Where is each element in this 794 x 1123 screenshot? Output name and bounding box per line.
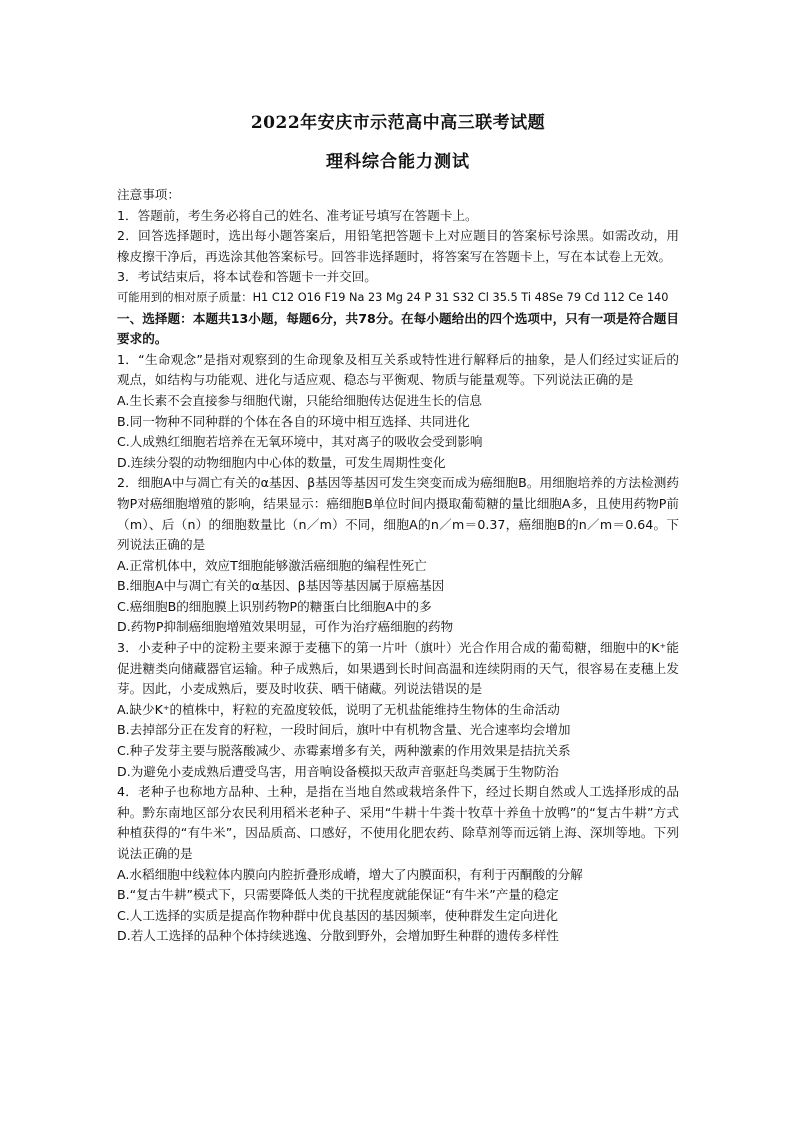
option: A.缺少K⁺的植株中，籽粒的充盈度较低，说明了无机盐能维持生物体的生命活动 [117, 701, 560, 717]
option: B.去掉部分正在发育的籽粒，一段时间后，旗叶中有机物含量、光合速率均会增加 [117, 722, 571, 738]
exam-subtitle: 理科综合能力测试 [326, 152, 470, 172]
question-stem: 3．小麦种子中的淀粉主要来源于麦穗下的第一片叶（旗叶）光合作用合成的葡萄糖，细胞中的K⁺能促进糖类向储藏器官运输。种子成熟后，如果遇到长时间高温和连续阴雨的天气，很容易在麦穗上发芽。因此，小麦成熟后，要及时收获、晒干储藏。列说法错误的是 [117, 640, 679, 697]
notice-item: 1．答题前，考生务必将自己的姓名、准考证号填写在答题卡上。 [117, 207, 478, 223]
option: D.连续分裂的动物细胞内中心体的数量，可发生周期性变化 [117, 454, 446, 470]
option: A.正常机体中，效应T细胞能够激活癌细胞的编程性死亡 [117, 557, 427, 573]
notice-item: 2．回答选择题时，选出每小题答案后，用铅笔把答题卡上对应题目的答案标号涂黑。如需改动，用橡皮擦干净后，再选涂其他答案标号。回答非选择题时，将答案写在答题卡上，写在本试卷上无效。 [117, 228, 679, 264]
option: D.药物P抑制癌细胞增殖效果明显，可作为治疗癌细胞的药物 [117, 619, 454, 635]
question-stem: 2．细胞A中与凋亡有关的α基因、β基因等基因可发生突变而成为癌细胞B。用细胞培养的方法检测药物P对癌细胞增殖的影响，结果显示：癌细胞B单位时间内摄取葡萄糖的量比细胞A多，且使用药物P前（m）、后（n）的细胞数量比（n／m）不同，细胞A的n／m＝0.37，癌细胞B的n／m＝0.64。下列说法正确的是 [117, 475, 679, 553]
section-heading: 一、选择题：本题共13小题，每题6分，共78分。在每小题给出的四个选项中，只有一项是符合题目要求的。 [117, 310, 679, 347]
option: B.同一物种不同种群的个体在各自的环境中相互选择、共同进化 [117, 413, 470, 429]
notice-item: 3．考试结束后，将本试卷和答题卡一并交回。 [117, 269, 377, 285]
notice-heading: 注意事项： [117, 187, 180, 202]
option: A.水稻细胞中线粒体内膜向内腔折叠形成嵴，增大了内膜面积，有利于丙酮酸的分解 [117, 866, 583, 882]
exam-body [117, 185, 679, 947]
option: D.若人工选择的品种个体持续逃逸、分散到野外，会增加野生种群的遗传多样性 [117, 928, 559, 944]
option: C.癌细胞B的细胞膜上识别药物P的糖蛋白比细胞A中的多 [117, 598, 432, 614]
option: C.人工选择的实质是提高作物种群中优良基因的基因频率，使种群发生定向进化 [117, 907, 558, 923]
option: B.“复古牛耕”模式下，只需要降低人类的干扰程度就能保证“有牛米”产量的稳定 [117, 887, 559, 903]
exam-title: 2022年安庆市示范高中高三联考试题 [250, 113, 546, 133]
atomic-masses: 可能用到的相对原子质量：H1 C12 O16 F19 Na 23 Mg 24 P 31 S32 Cl 35.5 Ti 48Se 79 Cd 112 Ce 140 [117, 290, 669, 304]
option: C.种子发芽主要与脱落酸减少、赤霉素增多有关，两种激素的作用效果是拮抗关系 [117, 743, 571, 759]
option: B.细胞A中与凋亡有关的α基因、β基因等基因属于原癌基因 [117, 578, 445, 594]
question-stem: 4．老种子也称地方品种、土种，是指在当地自然或栽培条件下，经过长期自然或人工选择形成的品种。黔东南地区部分农民利用稻米老种子、采用“牛耕十牛粪十牧草十养鱼十放鸭”的“复古牛耕”方式种植获得的“有牛米”，因品质高、口感好，不使用化肥农药、除草剂等而远销上海、深圳等地。下列说法正确的是 [117, 784, 679, 861]
option: C.人成熟红细胞若培养在无氧环境中，其对离子的吸收会受到影响 [117, 434, 483, 450]
question-stem: 1．“生命观念”是指对观察到的生命现象及相互关系或特性进行解释后的抽象，是人们经过实证后的观点，如结构与功能观、进化与适应观、稳态与平衡观、物质与能量观等。下列说法正确的是 [117, 351, 679, 388]
option: D.为避免小麦成熟后遭受鸟害，用音响设备模拟天敌声音驱赶鸟类属于生物防治 [117, 763, 559, 779]
option: A.生长素不会直接参与细胞代谢，只能给细胞传达促进生长的信息 [117, 392, 483, 408]
